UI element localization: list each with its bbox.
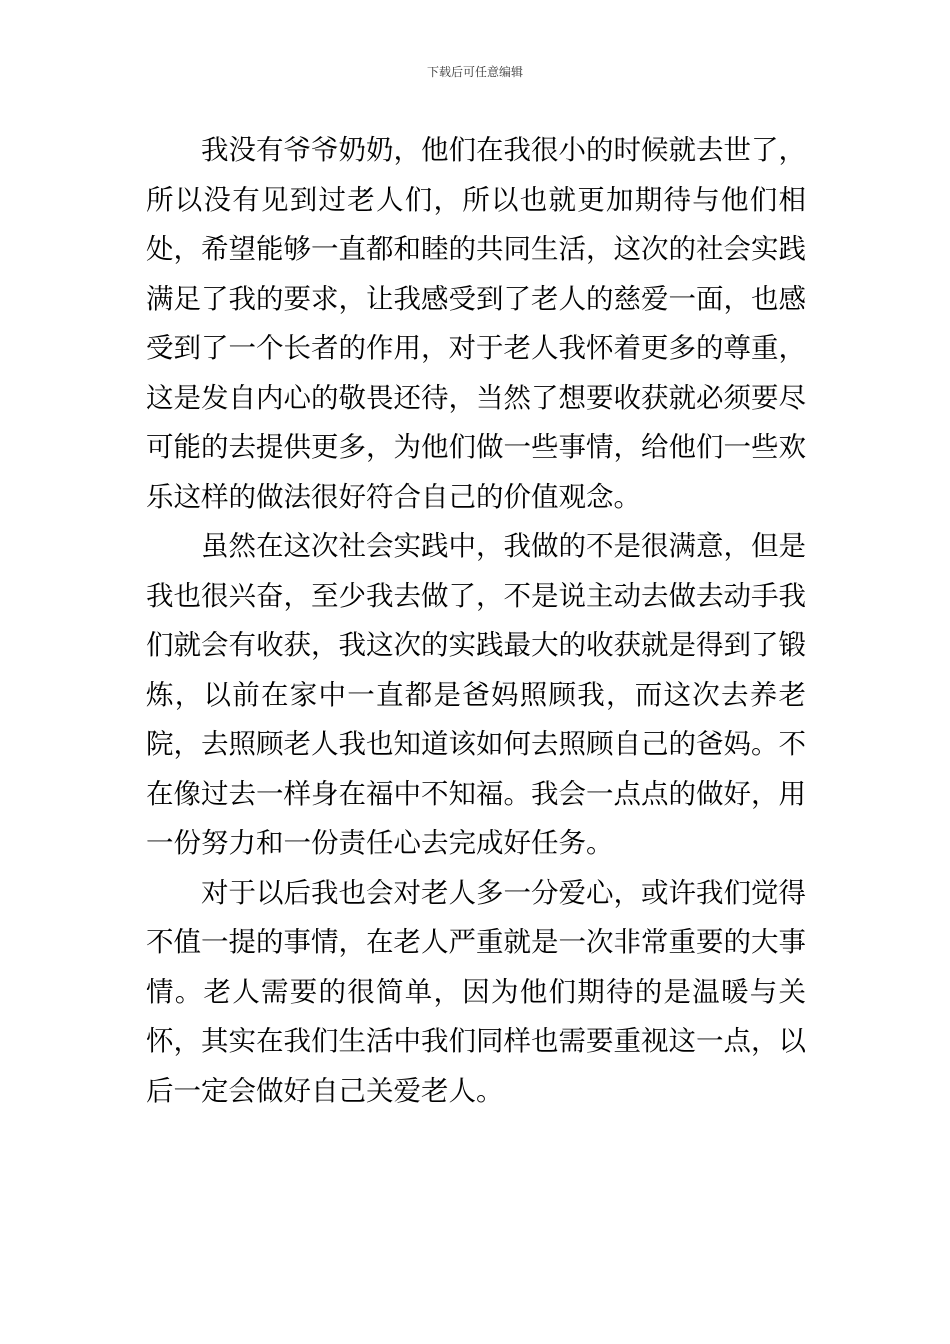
- page-header: 下载后可任意编辑: [426, 65, 523, 79]
- document-body: [146, 126, 806, 1116]
- paragraph-2: 虽然在这次社会实践中，我做的不是很满意，但是我也很兴奋，至少我去做了，不是说主动去做去动手我们就会有收获，我这次的实践最大的收获就是得到了锻炼，以前在家中一直都是爸妈照顾我，而这次去养老院，去照顾老人我也知道该如何去照顾自己的爸妈。不在像过去一样身在福中不知福。我会一点点的做好，用一份努力和一份责任心去完成好任务。: [146, 530, 806, 859]
- paragraph-3: 对于以后我也会对老人多一分爱心，或许我们觉得不值一提的事情，在老人严重就是一次非常重要的大事情。老人需要的很简单，因为他们期待的是温暖与关怀，其实在我们生活中我们同样也需要重视这一点，以后一定会做好自己关爱老人。: [146, 876, 806, 1107]
- paragraph-1: 我没有爷爷奶奶，他们在我很小的时候就去世了，所以没有见到过老人们，所以也就更加期待与他们相处，希望能够一直都和睦的共同生活，这次的社会实践满足了我的要求，让我感受到了老人的慈爱一面，也感受到了一个长者的作用，对于老人我怀着更多的尊重，这是发自内心的敬畏还待，当然了想要收获就必须要尽可能的去提供更多，为他们做一些事情，给他们一些欢乐这样的做法很好符合自己的价值观念。: [146, 134, 806, 513]
